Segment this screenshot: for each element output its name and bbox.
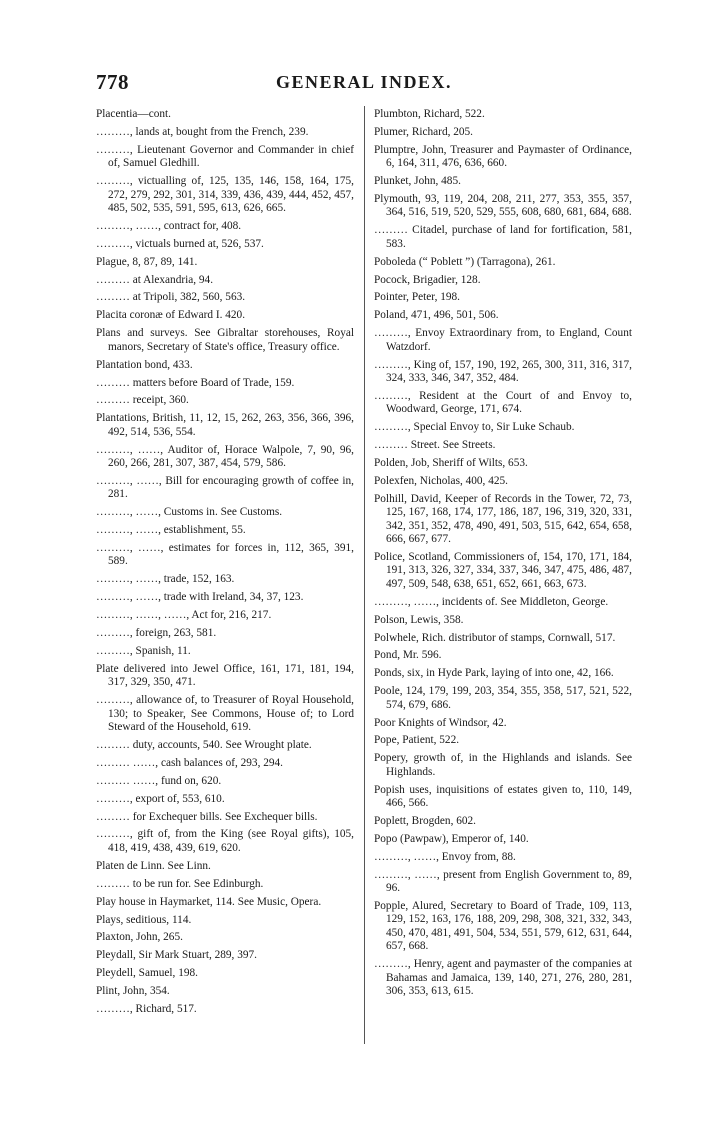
index-entry: ……… Citadel, purchase of land for fortification, 581, 583. [374,224,632,250]
index-entry: Plantation bond, 433. [96,358,193,371]
column-divider [364,106,365,1044]
index-entry: Plans and surveys. See Gibraltar storehouses, Royal manors, Secretary of State's office, Treasury office. [96,327,354,353]
index-entry: Polson, Lewis, 358. [374,613,464,626]
index-entry: Plays, seditious, 114. [96,913,192,926]
page-number: 778 [96,70,129,94]
index-entry: Plumer, Richard, 205. [374,125,474,138]
index-entry: Plate delivered into Jewel Office, 161, 171, 181, 194, 317, 329, 350, 471. [96,662,354,689]
index-entry: Pleydall, Sir Mark Stuart, 289, 397. [96,949,257,962]
index-column-right [374,108,632,1003]
index-entry: Poole, 124, 179, 199, 203, 354, 355, 358, 517, 521, 522, 574, 679, 686. [374,685,632,711]
index-entry: ……… at Tripoli, 382, 560, 563. [96,291,246,304]
index-entry: Placentia—cont. [96,108,171,120]
index-entry: ………, Spanish, 11. [96,645,191,657]
index-entry: ………, lands at, bought from the French, 239. [96,125,309,138]
index-entry: Polexfen, Nicholas, 400, 425. [374,474,508,487]
index-entry: Pointer, Peter, 198. [374,291,461,304]
index-entry: ………, allowance of, to Treasurer of Royal Household, 130; to Speaker, See Commons, House of; to Lord Steward of the Household, 619. [96,694,354,734]
index-entry: ………, ……, incidents of. See Middleton, George. [374,595,609,608]
index-entry: Ponds, six, in Hyde Park, laying of into one, 42, 166. [374,667,614,680]
index-entry: ………, foreign, 263, 581. [96,627,217,640]
index-entry: ………, ……, present from English Government to, 89, 96. [374,868,632,895]
index-entry: Plaxton, John, 265. [96,931,183,944]
index-entry: Police, Scotland, Commissioners of, 154, 170, 171, 184, 191, 313, 326, 327, 334, 337, 346, 347, 475, 486, 487, 497, 509, 548, 638, 651, 652, 661, 663, 673. [374,550,632,590]
index-entry: ……… to be run for. See Edinburgh. [96,877,264,890]
index-entry: ………, King of, 157, 190, 192, 265, 300, 311, 316, 317, 324, 333, 346, 347, 352, 484. [374,358,632,384]
index-entry: ………, Henry, agent and paymaster of the companies at Bahamas and Jamaica, 139, 140, 271, 276, 280, 281, 306, 353, 613, 615. [374,958,632,997]
index-entry: ………, ……, estimates for forces in, 112, 365, 391, 589. [96,542,354,568]
index-entry: Poland, 471, 496, 501, 506. [374,309,499,322]
index-entry: ………, Envoy Extraordinary from, to England, Count Watzdorf. [374,327,632,353]
index-entry: Poboleda (“ Poblett ”) (Tarragona), 261. [374,255,556,268]
index-entry: ……… for Exchequer bills. See Exchequer bills. [96,810,318,823]
page-header [96,70,632,100]
index-entry: Placita coronæ of Edward I. 420. [96,309,246,322]
index-entry: ………, ……, Bill for encouraging growth of coffee in, 281. [96,474,354,501]
index-entry: ………, ……, contract for, 408. [96,219,242,232]
index-entry: Plumbton, Richard, 522. [374,108,485,120]
index-entry: Play house in Haymarket, 114. See Music, Opera. [96,895,322,908]
index-entry: Pope, Patient, 522. [374,734,460,747]
index-entry: Plantations, British, 11, 12, 15, 262, 263, 356, 366, 396, 492, 514, 536, 554. [96,412,354,438]
index-entry: Plymouth, 93, 119, 204, 208, 211, 277, 353, 355, 357, 364, 516, 519, 520, 529, 555, 608, 680, 681, 684, 688. [374,193,632,219]
index-entry: Plunket, John, 485. [374,175,461,188]
index-entry: ………, Special Envoy to, Sir Luke Schaub. [374,421,575,434]
index-entry: ………, ……, Envoy from, 88. [374,850,516,863]
index-entry: ………, ……, ……, Act for, 216, 217. [96,609,272,622]
index-entry: Plint, John, 354. [96,985,170,998]
running-title: GENERAL INDEX. [275,72,453,92]
index-entry: ………, victuals burned at, 526, 537. [96,237,264,250]
index-entry: Popple, Alured, Secretary to Board of Trade, 109, 113, 129, 152, 163, 176, 188, 209, 298, 308, 321, 332, 343, 450, 470, 481, 491, 504, 534, 551, 579, 612, 631, 644, 657, 668. [374,900,632,953]
index-entry: ……… at Alexandria, 94. [96,273,214,286]
index-entry: Pond, Mr. 596. [374,649,442,662]
index-entry: Popery, growth of, in the Highlands and islands. See Highlands. [374,752,632,778]
index-entry: ………, ……, Auditor of, Horace Walpole, 7, 90, 96, 260, 266, 281, 307, 387, 454, 579, 586. [96,443,354,470]
index-entry: ………, ……, Customs in. See Customs. [96,506,283,519]
index-entry: Polhill, David, Keeper of Records in the Tower, 72, 73, 125, 167, 168, 174, 177, 186, 187, 196, 319, 320, 331, 342, 351, 352, 478, 490, 491, 503, 515, 642, 654, 658, 666, 667, 677. [374,492,632,546]
index-entry: Poplett, Brogden, 602. [374,814,476,827]
index-entry: Platen de Linn. See Linn. [96,859,211,872]
index-entry: ………, ……, establishment, 55. [96,524,246,537]
index-entry: ……… ……, cash balances of, 293, 294. [96,756,283,769]
index-entry: ………, ……, trade with Ireland, 34, 37, 123. [96,591,304,604]
index-entry: ………, Resident at the Court of and Envoy to, Woodward, George, 171, 674. [374,389,632,416]
index-entry: ………, Lieutenant Governor and Commander in chief of, Samuel Gledhill. [96,143,354,170]
index-entry: ……… ……, fund on, 620. [96,774,222,787]
index-entry: ……… Street. See Streets. [374,439,496,452]
index-entry: ………, gift of, from the King (see Royal gifts), 105, 418, 419, 438, 439, 619, 620. [96,828,354,854]
index-entry: ………, Richard, 517. [96,1003,197,1016]
index-entry: ……… matters before Board of Trade, 159. [96,376,295,389]
index-column-left [96,108,354,1021]
index-entry: ………, victualling of, 125, 135, 146, 158, 164, 175, 272, 279, 292, 301, 314, 339, 436, 439, 444, 452, 457, 485, 502, 535, 591, 595, 613, 626, 665. [96,175,354,214]
index-entry: ……… duty, accounts, 540. See Wrought plate. [96,738,312,751]
index-entry: Popo (Pawpaw), Emperor of, 140. [374,832,529,845]
index-entry: Pocock, Brigadier, 128. [374,273,481,286]
index-entry: Polden, Job, Sheriff of Wilts, 653. [374,457,528,470]
index-entry: ……… receipt, 360. [96,394,189,407]
index-entry: Plague, 8, 87, 89, 141. [96,255,198,268]
index-entry: Plumptre, John, Treasurer and Paymaster of Ordinance, 6, 164, 311, 476, 636, 660. [374,143,632,170]
index-entry: Pleydell, Samuel, 198. [96,967,198,980]
index-entry: ………, export of, 553, 610. [96,792,225,805]
index-entry: Polwhele, Rich. distributor of stamps, Cornwall, 517. [374,631,616,644]
index-entry: Poor Knights of Windsor, 42. [374,716,507,729]
index-entry: Popish uses, inquisitions of estates given to, 110, 149, 466, 566. [374,783,632,810]
index-entry: ………, ……, trade, 152, 163. [96,573,235,586]
